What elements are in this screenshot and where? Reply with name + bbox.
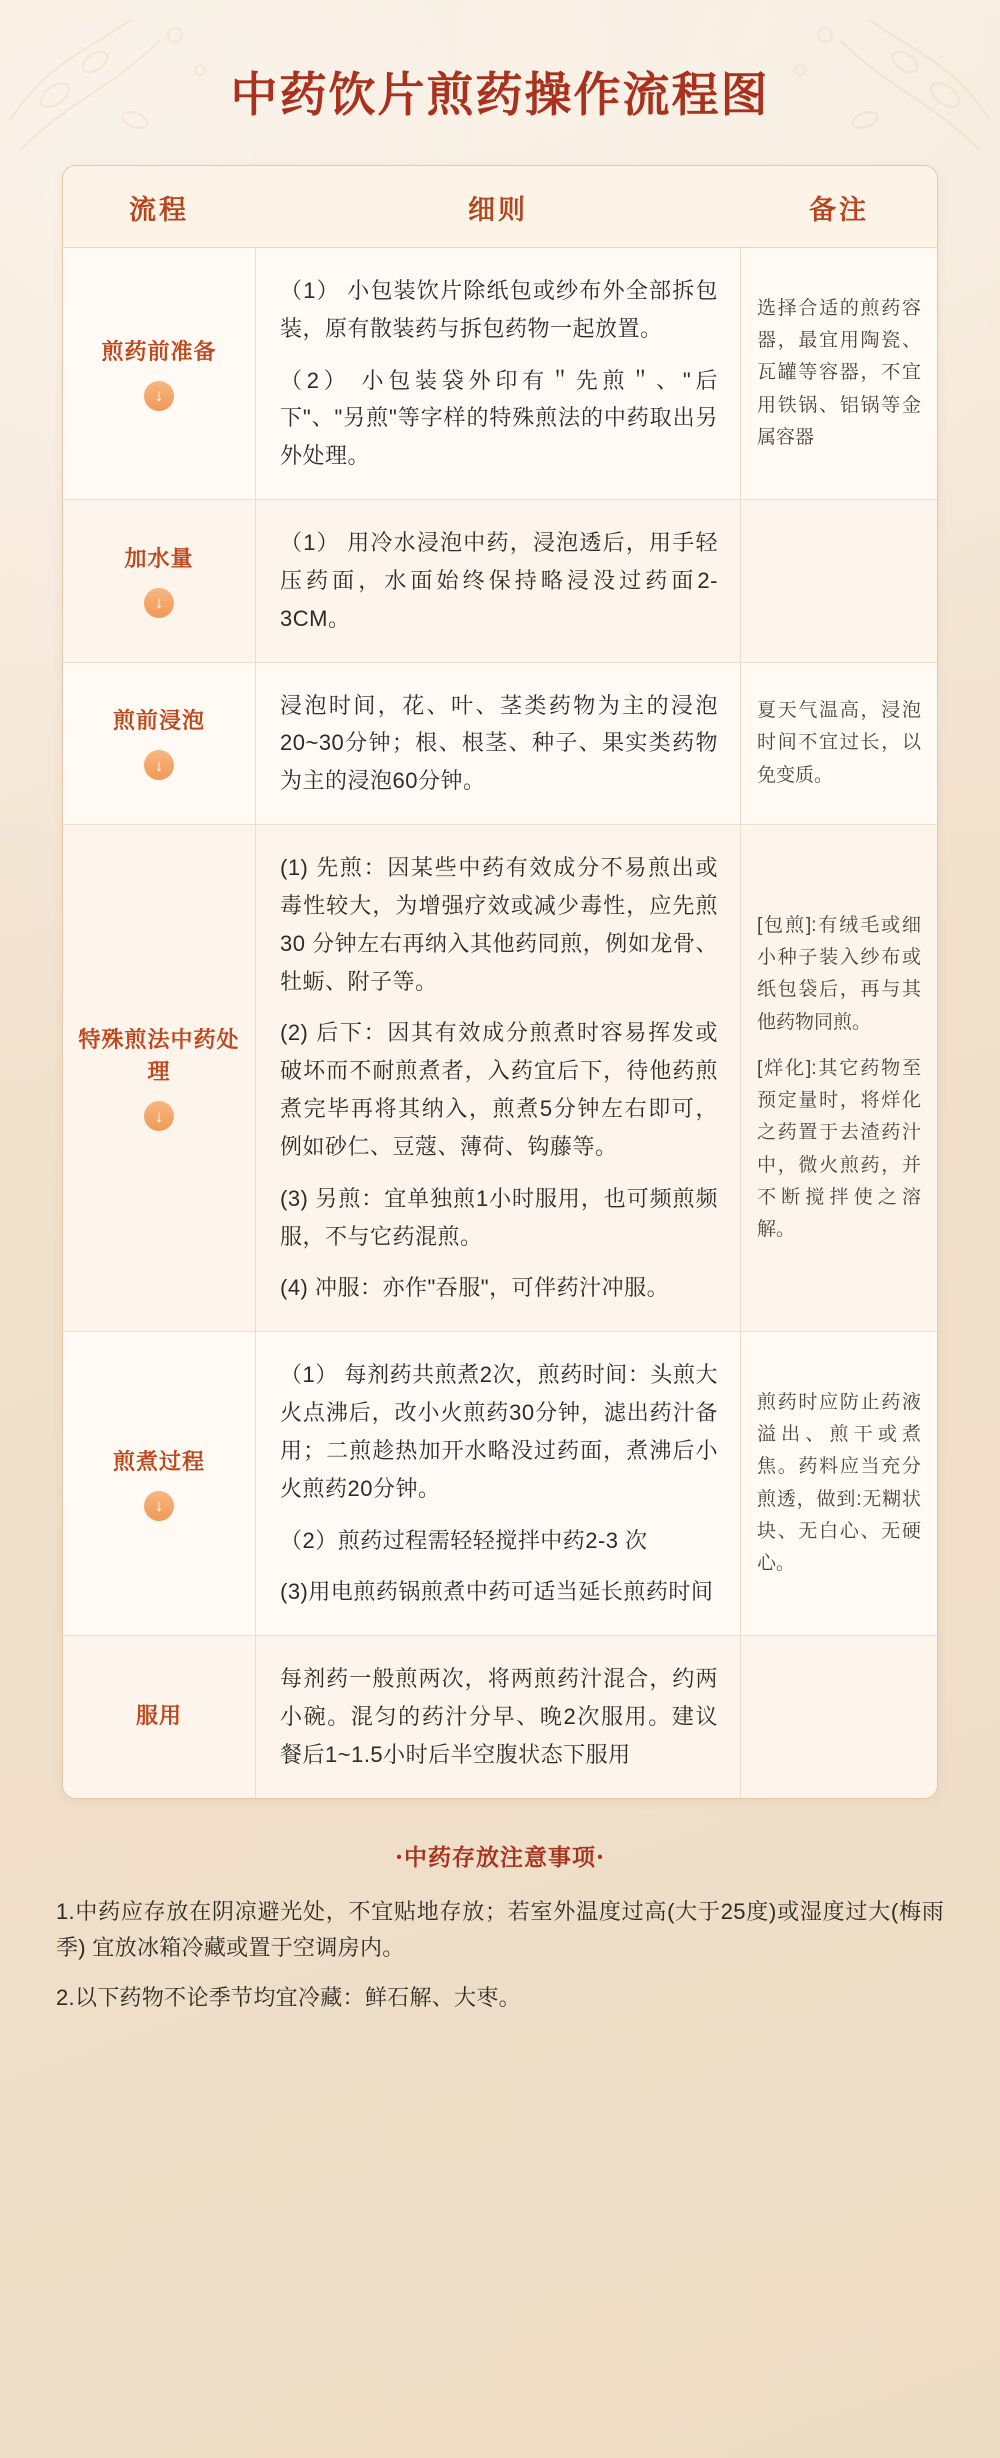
note-cell — [741, 1636, 937, 1797]
note-paragraph: 夏天气温高，浸泡时间不宜过长，以免变质。 — [757, 699, 921, 786]
note-cell — [741, 1332, 937, 1635]
arrow-down-icon: ↓ — [144, 1101, 174, 1131]
detail-cell — [255, 500, 741, 661]
arrow-down-icon: ↓ — [144, 1491, 174, 1521]
detail-cell — [255, 248, 741, 499]
detail-cell — [255, 663, 741, 824]
flow-cell — [63, 1636, 255, 1797]
note-cell — [741, 663, 937, 824]
flow-cell — [63, 248, 255, 499]
detail-paragraph: 浸泡时间，花、叶、茎类药物为主的浸泡20~30分钟；根、根茎、种子、果实类药物为主的浸泡60分钟。 — [280, 692, 718, 794]
detail-cell — [255, 1332, 741, 1635]
table-header-row — [63, 166, 937, 248]
flow-label: 加水量 — [124, 545, 194, 572]
flow-cell — [63, 1332, 255, 1635]
note-paragraph: 选择合适的煎药容器，最宜用陶瓷、瓦罐等容器，不宜用铁锅、铝锅等金属容器 — [757, 297, 921, 449]
flow-label: 煎煮过程 — [112, 1448, 205, 1475]
header-flow: 流程 — [129, 195, 189, 226]
detail-paragraph: （1） 用冷水浸泡中药，浸泡透后，用手轻压药面，水面始终保持略浸没过药面2-3CM。 — [280, 530, 718, 631]
table-row — [63, 248, 937, 500]
detail-cell — [255, 1636, 741, 1797]
detail-paragraph: (1) 先煎：因某些中药有效成分不易煎出或毒性较大，为增强疗效或减少毒性，应先煎 30 分钟左右再纳入其他药同煎，例如龙骨、牡蛎、附子等。 — [280, 855, 718, 994]
arrow-down-icon: ↓ — [144, 381, 174, 411]
table-row — [63, 1332, 937, 1636]
page-title-area — [0, 0, 1000, 165]
table-row — [63, 825, 937, 1332]
flow-cell — [63, 663, 255, 824]
table-row — [63, 500, 937, 662]
flow-cell — [63, 825, 255, 1331]
detail-paragraph: （1） 每剂药共煎煮2次，煎药时间：头煎大火点沸后，改小火煎药30分钟，滤出药汁备用；二煎趁热加开水略没过药面，煮沸后小火煎药20分钟。 — [280, 1362, 718, 1501]
note-paragraph: [包煎]:有绒毛或细小种子装入纱布或纸包袋后，再与其他药物同煎。 — [757, 914, 921, 1033]
footer-item: 1.中药应存放在阴凉避光处，不宜贴地存放；若室外温度过高(大于25度)或湿度过大(梅雨季) 宜放冰箱冷藏或置于空调房内。 — [56, 1898, 944, 1960]
detail-paragraph: （2） 小包装袋外印有＂先煎＂、"后下"、"另煎"等字样的特殊煎法的中药取出另外处理。 — [280, 367, 718, 469]
detail-paragraph: （1） 小包装饮片除纸包或纱布外全部拆包装，原有散装药与拆包药物一起放置。 — [280, 278, 718, 341]
header-note: 备注 — [809, 195, 869, 226]
arrow-down-icon: ↓ — [144, 750, 174, 780]
flow-label: 特殊煎法中药处理 — [78, 1027, 240, 1086]
arrow-down-icon: ↓ — [144, 588, 174, 618]
footer-title: ·中药存放注意事项· — [394, 1843, 605, 1871]
table-row — [63, 1636, 937, 1797]
table-row — [63, 663, 937, 825]
flow-cell — [63, 500, 255, 661]
detail-paragraph: (3)用电煎药锅煎煮中药可适当延长煎药时间 — [280, 1579, 714, 1605]
detail-paragraph: （2）煎药过程需轻轻搅拌中药2-3 次 — [280, 1527, 648, 1553]
process-table — [62, 165, 938, 1799]
page-title: 中药饮片煎药操作流程图 — [230, 68, 770, 123]
note-cell — [741, 500, 937, 661]
detail-paragraph: (3) 另煎：宜单独煎1小时服用，也可频煎频服，不与它药混煎。 — [280, 1185, 718, 1249]
footer-notes — [56, 1839, 944, 2017]
header-detail: 细则 — [468, 195, 528, 226]
detail-paragraph: (2) 后下：因其有效成分煎煮时容易挥发或破坏而不耐煎煮者，入药宜后下，待他药煎煮完毕再将其纳入，煎煮5分钟左右即可，例如砂仁、豆蔻、薄荷、钩藤等。 — [280, 1020, 718, 1159]
footer-item: 2.以下药物不论季节均宜冷藏：鲜石解、大枣。 — [56, 1985, 521, 2011]
note-paragraph: 煎药时应防止药液溢出、煎干或煮焦。药料应当充分煎透，做到:无糊状块、无白心、无硬心。 — [757, 1391, 921, 1575]
detail-paragraph: 每剂药一般煎两次，将两煎药汁混合，约两小碗。混匀的药汁分早、晚2次服用。建议餐后1~1.5小时后半空腹状态下服用 — [280, 1666, 718, 1767]
detail-cell — [255, 825, 741, 1331]
note-cell — [741, 825, 937, 1331]
note-paragraph: [烊化]:其它药物至预定量时，将烊化之药置于去渣药汁中，微火煎药，并不断搅拌使之溶解。 — [757, 1057, 921, 1241]
flow-label: 煎药前准备 — [101, 338, 217, 365]
flow-label: 服用 — [135, 1702, 182, 1729]
detail-paragraph: (4) 冲服：亦作"吞服"，可伴药汁冲服。 — [280, 1275, 670, 1301]
flow-label: 煎前浸泡 — [112, 708, 205, 735]
note-cell — [741, 248, 937, 499]
